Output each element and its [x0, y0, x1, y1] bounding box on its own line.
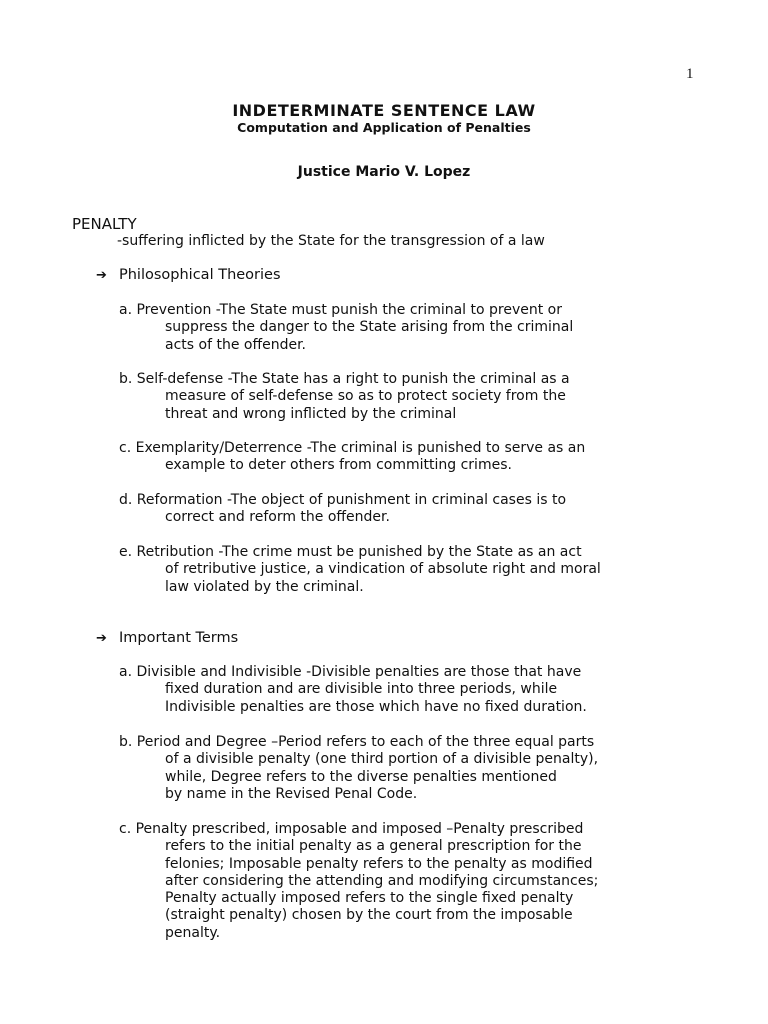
section-heading-label: Important Terms	[119, 630, 239, 646]
author-line: Justice Mario V. Lopez	[297, 164, 471, 180]
item-line: penalty.	[165, 924, 221, 941]
item-line: b. Period and Degree –Period refers to each of the three equal parts	[119, 734, 595, 750]
item-line: e. Retribution -The crime must be punished by the State as an act	[119, 544, 582, 560]
list-item-exemplarity	[119, 440, 585, 475]
item-line: law violated by the criminal.	[165, 578, 364, 595]
list-item-self-defense	[119, 371, 570, 423]
item-line: after considering the attending and modifying circumstances;	[165, 872, 599, 889]
list-item-reformation	[119, 492, 566, 527]
item-line: refers to the initial penalty as a general prescription for the	[165, 838, 582, 855]
section-heading-important-terms	[96, 630, 238, 646]
page-number: 1	[686, 66, 694, 82]
item-line: of a divisible penalty (one third portion of a divisible penalty),	[165, 751, 599, 768]
list-item-divisible-indivisible	[119, 664, 587, 716]
penalty-heading: PENALTY	[72, 215, 137, 233]
item-line: measure of self-defense so as to protect society from the	[165, 388, 566, 405]
section-heading-philosophical-theories	[96, 267, 281, 283]
arrow-right-icon: ➔	[96, 268, 107, 283]
item-line: Indivisible penalties are those which have no fixed duration.	[165, 698, 587, 715]
item-line: (straight penalty) chosen by the court from the imposable	[165, 907, 573, 924]
item-line: fixed duration and are divisible into three periods, while	[165, 681, 558, 698]
item-line: by name in the Revised Penal Code.	[165, 785, 418, 802]
item-line: b. Self-defense -The State has a right to punish the criminal as a	[119, 371, 570, 387]
list-item-prevention	[119, 302, 573, 354]
item-line: c. Exemplarity/Deterrence -The criminal is punished to serve as an	[119, 440, 586, 456]
document-title: INDETERMINATE SENTENCE LAW	[232, 101, 536, 120]
item-line: a. Divisible and Indivisible -Divisible penalties are those that have	[119, 664, 582, 680]
item-line: Penalty actually imposed refers to the single fixed penalty	[165, 890, 574, 907]
item-line: felonies; Imposable penalty refers to the penalty as modified	[165, 855, 593, 872]
item-line: of retributive justice, a vindication of absolute right and moral	[165, 561, 601, 578]
item-line: example to deter others from committing crimes.	[165, 457, 512, 474]
item-line: suppress the danger to the State arising from the criminal	[165, 319, 574, 336]
list-item-period-degree	[119, 734, 598, 803]
item-line: a. Prevention -The State must punish the criminal to prevent or	[119, 302, 562, 318]
item-line: acts of the offender.	[165, 336, 306, 353]
penalty-definition: -suffering inflicted by the State for the transgression of a law	[117, 233, 545, 249]
list-item-penalty-prescribed	[119, 821, 598, 942]
arrow-right-icon: ➔	[96, 631, 107, 646]
item-line: while, Degree refers to the diverse penalties mentioned	[165, 768, 557, 785]
item-line: c. Penalty prescribed, imposable and imposed –Penalty prescribed	[119, 821, 584, 837]
document-subtitle: Computation and Application of Penalties	[237, 120, 531, 135]
item-line: d. Reformation -The object of punishment in criminal cases is to	[119, 492, 567, 508]
item-line: threat and wrong inflicted by the criminal	[165, 405, 457, 422]
list-item-retribution	[119, 544, 601, 596]
section-heading-label: Philosophical Theories	[119, 267, 281, 283]
item-line: correct and reform the offender.	[165, 509, 390, 526]
